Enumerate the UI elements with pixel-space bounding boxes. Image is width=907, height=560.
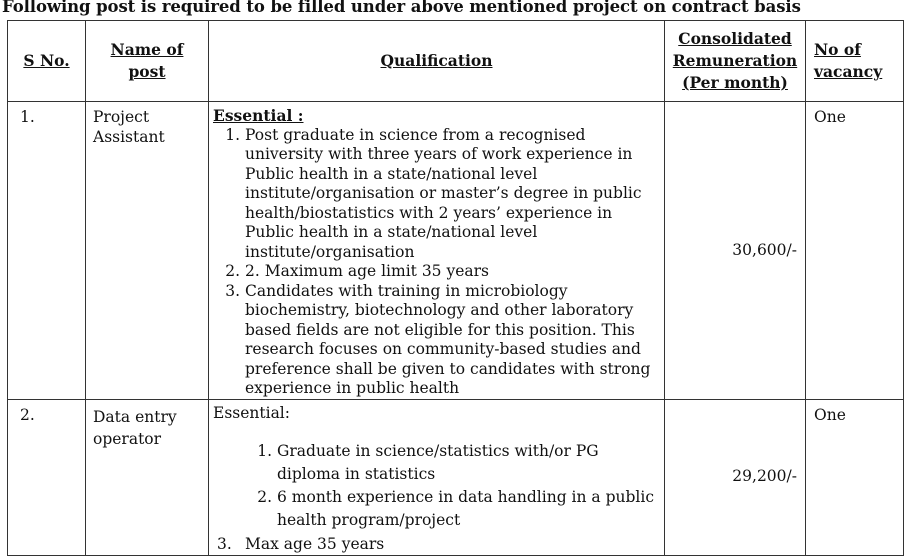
list-item-text: Max age 35 years [245,535,385,553]
row-qualification [209,102,665,400]
list-item [213,535,660,555]
essential-label: Essential : [213,106,304,125]
row-post: Data entry operator [86,399,209,555]
qualification-list [213,126,660,399]
list-item: 2. 6 month experience in data handling in a public health program/project [277,486,660,531]
qualification-list [213,440,660,531]
vacancy-table [7,20,904,556]
header-remuneration: Consolidated Remuneration (Per month) [665,21,806,102]
list-item: 2. 2. Maximum age limit 35 years [245,262,660,282]
list-item-number: 3. [217,535,232,553]
header-sno: S No. [8,21,86,102]
row-vacancy: One [806,102,904,400]
list-item: 3. Candidates with training in microbiology biochemistry, biotechnology and other laboratory based fields are not eligible for this position. This research focuses on community-based studies and preference shall be given to candidates with strong experience in public health [245,282,660,399]
row-sno: 2. [8,399,86,555]
list-item: 1. Post graduate in science from a recognised university with three years of work experience in Public health in a state/national level institute/organisation or master’s degree in public health/biostatistics with 2 years’ experience in Public health in a state/national level institute/organisation [245,126,660,263]
row-qualification [209,399,665,555]
page-heading: Following post is required to be filled under above mentioned project on contract basis [2,0,801,16]
essential-label: Essential: [213,403,290,422]
header-post: Name of post [86,21,209,102]
list-item: 1. Graduate in science/statistics with/or PG diploma in statistics [277,440,660,485]
row-sno: 1. [8,102,86,400]
row-vacancy: One [806,399,904,555]
table-row [8,399,904,555]
header-qualification: Qualification [209,21,665,102]
table-row [8,102,904,400]
row-post: Project Assistant [86,102,209,400]
header-vacancy: No of vacancy [806,21,904,102]
row-remuneration: 30,600/- [665,102,806,400]
table-header-row [8,21,904,102]
row-remuneration: 29,200/- [665,399,806,555]
